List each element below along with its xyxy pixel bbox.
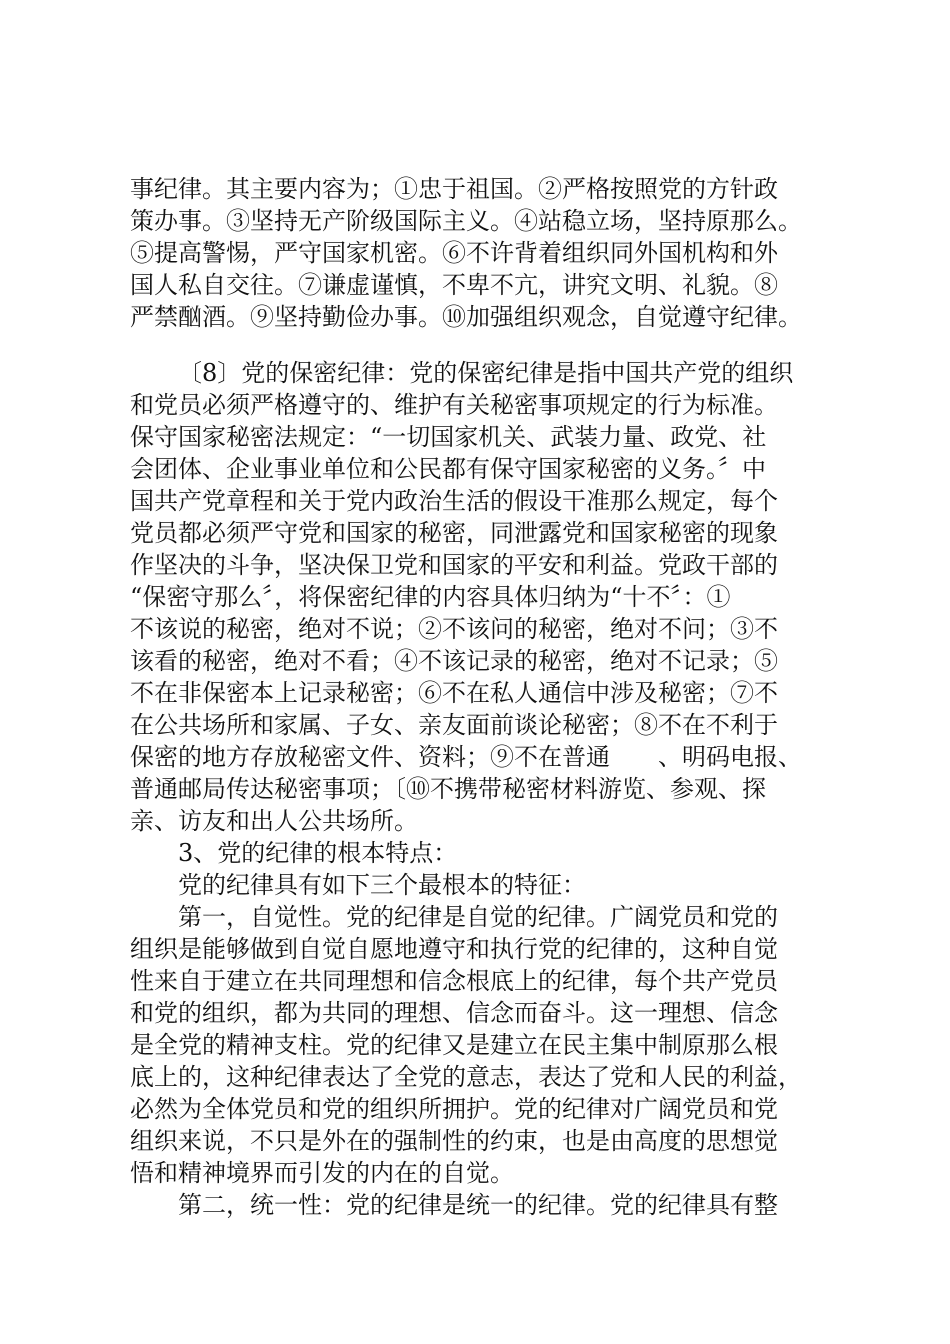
text-line: 作坚决的斗争，坚决保卫党和国家的平安和利益。党政干部的 — [130, 551, 778, 579]
text-line: 会团体、企业事业单位和公民都有保守国家秘密的义务。〞中 — [130, 455, 766, 483]
text-line: 底上的，这种纪律表达了全党的意志，表达了党和人民的利益， — [130, 1063, 802, 1091]
text-line: 不在非保密本上记录秘密；⑥不在私人通信中涉及秘密；⑦不 — [130, 679, 778, 707]
text-line: 性来自于建立在共同理想和信念根底上的纪律，每个共产党员 — [130, 967, 778, 995]
text-line: 该看的秘密，绝对不看；④不该记录的秘密，绝对不记录；⑤ — [130, 647, 778, 675]
text-line: 普通邮局传达秘密事项；〔⑩不携带秘密材料游览、参观、探 — [130, 775, 766, 803]
text-line: 党员都必须严守党和国家的秘密，同泄露党和国家秘密的现象 — [130, 519, 778, 547]
text-line: 严禁酗酒。⑨坚持勤俭办事。⑩加强组织观念，自觉遵守纪律。 — [130, 303, 802, 331]
text-line: 组织来说，不只是外在的强制性的约束，也是由高度的思想觉 — [130, 1127, 778, 1155]
text-line: ⑤提高警惕，严守国家机密。⑥不许背着组织同外国机构和外 — [130, 239, 778, 267]
text-line: 组织是能够做到自觉自愿地遵守和执行党的纪律的，这种自觉 — [130, 935, 778, 963]
text-line: 亲、访友和出人公共场所。 — [130, 807, 418, 835]
text-line: 党的纪律具有如下三个最根本的特征： — [178, 871, 586, 899]
text-line: 保守国家秘密法规定：“一切国家机关、武装力量、政党、社 — [130, 423, 767, 451]
text-line: 〔8〕党的保密纪律：党的保密纪律是指中国共产党的组织 — [178, 359, 794, 387]
text-line: 必然为全体党员和党的组织所拥护。党的纪律对广阔党员和党 — [130, 1095, 778, 1123]
text-line: 在公共场所和家属、子女、亲友面前谈论秘密；⑧不在不利于 — [130, 711, 778, 739]
text-line: 国共产党章程和关于党内政治生活的假设干准那么规定，每个 — [130, 487, 778, 515]
section-heading: 3、党的纪律的根本特点： — [178, 839, 458, 867]
text-line: 保密的地方存放秘密文件、资料；⑨不在普通 、明码电报、 — [130, 743, 802, 771]
text-line: “保密守那么〞，将保密纪律的内容具体归纳为“十不〞：① — [130, 583, 731, 611]
text-line: 和党员必须严格遵守的、维护有关秘密事项规定的行为标准。 — [130, 391, 778, 419]
text-line: 是全党的精神支柱。党的纪律又是建立在民主集中制原那么根 — [130, 1031, 778, 1059]
text-line: 悟和精神境界而引发的内在的自觉。 — [130, 1159, 514, 1187]
text-line: 事纪律。其主要内容为；①忠于祖国。②严格按照党的方针政 — [130, 175, 778, 203]
text-line: 策办事。③坚持无产阶级国际主义。④站稳立场，坚持原那么。 — [130, 207, 802, 235]
text-line: 第二，统一性：党的纪律是统一的纪律。党的纪律具有整 — [178, 1191, 778, 1219]
text-line: 和党的组织，都为共同的理想、信念而奋斗。这一理想、信念 — [130, 999, 778, 1027]
text-line: 不该说的秘密，绝对不说；②不该问的秘密，绝对不问；③不 — [130, 615, 778, 643]
text-line: 第一，自觉性。党的纪律是自觉的纪律。广阔党员和党的 — [178, 903, 778, 931]
text-line: 国人私自交往。⑦谦虚谨慎，不卑不亢，讲究文明、礼貌。⑧ — [130, 271, 778, 299]
